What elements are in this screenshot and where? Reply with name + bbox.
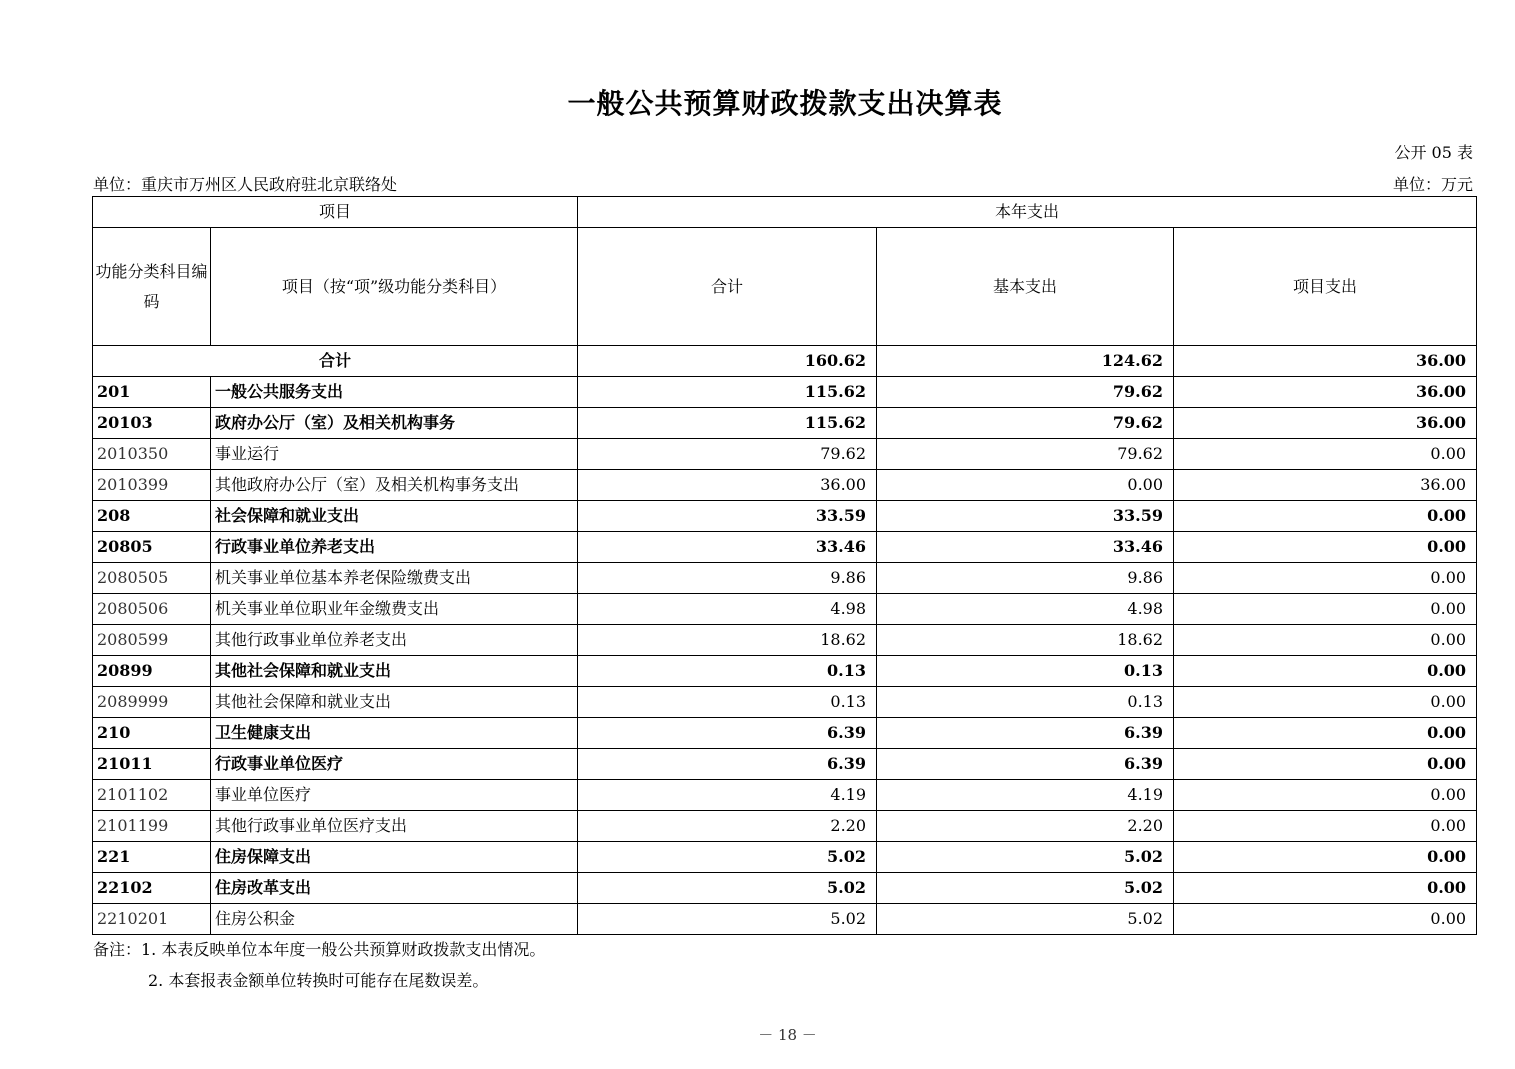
row-project: 0.00 <box>1174 873 1477 904</box>
table-row <box>93 656 1477 687</box>
header-item: 项目（按“项”级功能分类科目） <box>211 228 578 346</box>
row-project: 0.00 <box>1174 501 1477 532</box>
table-row <box>93 594 1477 625</box>
row-basic: 2.20 <box>877 811 1174 842</box>
organization-unit: 单位：重庆市万州区人民政府驻北京联络处 <box>93 175 398 194</box>
row-project: 0.00 <box>1174 904 1477 935</box>
row-total: 18.62 <box>578 625 877 656</box>
table-row <box>93 687 1477 718</box>
row-project: 36.00 <box>1174 377 1477 408</box>
row-project: 0.00 <box>1174 656 1477 687</box>
header-project: 项目 <box>93 197 578 228</box>
table-row <box>93 873 1477 904</box>
total-sum: 160.62 <box>578 346 877 377</box>
page-number: － 18 － <box>758 1026 817 1044</box>
row-basic: 4.98 <box>877 594 1174 625</box>
table-row <box>93 439 1477 470</box>
row-basic: 0.13 <box>877 656 1174 687</box>
row-code: 2101199 <box>93 811 211 842</box>
row-project: 0.00 <box>1174 811 1477 842</box>
table-row <box>93 842 1477 873</box>
row-basic: 4.19 <box>877 780 1174 811</box>
row-total: 9.86 <box>578 563 877 594</box>
row-basic: 18.62 <box>877 625 1174 656</box>
table-row <box>93 749 1477 780</box>
row-name: 一般公共服务支出 <box>211 377 578 408</box>
row-basic: 5.02 <box>877 904 1174 935</box>
row-total: 36.00 <box>578 470 877 501</box>
row-code: 20805 <box>93 532 211 563</box>
header-code: 功能分类科目编码 <box>93 228 211 346</box>
row-basic: 79.62 <box>877 439 1174 470</box>
total-basic: 124.62 <box>877 346 1174 377</box>
row-name: 其他政府办公厅（室）及相关机构事务支出 <box>211 470 578 501</box>
row-total: 33.46 <box>578 532 877 563</box>
header-basic: 基本支出 <box>877 228 1174 346</box>
row-code: 2101102 <box>93 780 211 811</box>
row-basic: 0.13 <box>877 687 1174 718</box>
header-project-expenditure: 项目支出 <box>1174 228 1477 346</box>
notes <box>93 934 545 996</box>
row-basic: 6.39 <box>877 718 1174 749</box>
row-basic: 79.62 <box>877 377 1174 408</box>
row-code: 20103 <box>93 408 211 439</box>
expenditure-table <box>92 196 1477 935</box>
row-total: 5.02 <box>578 904 877 935</box>
note-1: 备注：1. 本表反映单位本年度一般公共预算财政拨款支出情况。 <box>93 940 546 959</box>
header-row-1 <box>93 197 1477 228</box>
row-total: 115.62 <box>578 377 877 408</box>
row-code: 210 <box>93 718 211 749</box>
table-row <box>93 811 1477 842</box>
total-label: 合计 <box>93 346 578 377</box>
row-basic: 79.62 <box>877 408 1174 439</box>
table-row <box>93 377 1477 408</box>
table-row <box>93 780 1477 811</box>
table-row <box>93 501 1477 532</box>
header-current-year-expenditure: 本年支出 <box>578 197 1477 228</box>
row-basic: 33.46 <box>877 532 1174 563</box>
row-name: 其他行政事业单位医疗支出 <box>211 811 578 842</box>
row-basic: 5.02 <box>877 873 1174 904</box>
row-basic: 0.00 <box>877 470 1174 501</box>
row-total: 0.13 <box>578 687 877 718</box>
row-code: 2080599 <box>93 625 211 656</box>
row-project: 0.00 <box>1174 780 1477 811</box>
table-row <box>93 625 1477 656</box>
row-code: 2010350 <box>93 439 211 470</box>
page-title: 一般公共预算财政拨款支出决算表 <box>567 87 1003 120</box>
row-name: 事业单位医疗 <box>211 780 578 811</box>
table-row <box>93 904 1477 935</box>
row-project: 0.00 <box>1174 842 1477 873</box>
row-name: 其他社会保障和就业支出 <box>211 687 578 718</box>
row-total: 2.20 <box>578 811 877 842</box>
row-total: 5.02 <box>578 842 877 873</box>
row-basic: 6.39 <box>877 749 1174 780</box>
row-total: 0.13 <box>578 656 877 687</box>
row-code: 208 <box>93 501 211 532</box>
row-project: 0.00 <box>1174 563 1477 594</box>
row-code: 2010399 <box>93 470 211 501</box>
row-name: 政府办公厅（室）及相关机构事务 <box>211 408 578 439</box>
row-code: 201 <box>93 377 211 408</box>
row-code: 2080505 <box>93 563 211 594</box>
row-name: 机关事业单位职业年金缴费支出 <box>211 594 578 625</box>
form-number: 公开 05 表 <box>1394 143 1473 162</box>
row-total: 6.39 <box>578 749 877 780</box>
row-project: 0.00 <box>1174 532 1477 563</box>
row-project: 0.00 <box>1174 749 1477 780</box>
row-name: 其他社会保障和就业支出 <box>211 656 578 687</box>
row-code: 20899 <box>93 656 211 687</box>
row-basic: 33.59 <box>877 501 1174 532</box>
row-total: 4.98 <box>578 594 877 625</box>
row-basic: 9.86 <box>877 563 1174 594</box>
row-name: 行政事业单位医疗 <box>211 749 578 780</box>
row-name: 社会保障和就业支出 <box>211 501 578 532</box>
row-total: 79.62 <box>578 439 877 470</box>
row-total: 4.19 <box>578 780 877 811</box>
row-name: 事业运行 <box>211 439 578 470</box>
total-row <box>93 346 1477 377</box>
row-project: 0.00 <box>1174 625 1477 656</box>
row-name: 行政事业单位养老支出 <box>211 532 578 563</box>
row-project: 36.00 <box>1174 408 1477 439</box>
total-project: 36.00 <box>1174 346 1477 377</box>
row-code: 2080506 <box>93 594 211 625</box>
row-name: 住房改革支出 <box>211 873 578 904</box>
table-row <box>93 718 1477 749</box>
table-row <box>93 532 1477 563</box>
row-project: 0.00 <box>1174 594 1477 625</box>
table-row <box>93 563 1477 594</box>
note-2: 2. 本套报表金额单位转换时可能存在尾数误差。 <box>148 971 489 990</box>
row-project: 0.00 <box>1174 687 1477 718</box>
row-total: 33.59 <box>578 501 877 532</box>
row-total: 5.02 <box>578 873 877 904</box>
row-code: 2089999 <box>93 687 211 718</box>
currency-unit: 单位：万元 <box>1392 175 1473 194</box>
row-name: 住房公积金 <box>211 904 578 935</box>
row-name: 住房保障支出 <box>211 842 578 873</box>
row-name: 其他行政事业单位养老支出 <box>211 625 578 656</box>
row-name: 卫生健康支出 <box>211 718 578 749</box>
row-code: 2210201 <box>93 904 211 935</box>
header-total: 合计 <box>578 228 877 346</box>
row-code: 22102 <box>93 873 211 904</box>
row-project: 36.00 <box>1174 470 1477 501</box>
row-name: 机关事业单位基本养老保险缴费支出 <box>211 563 578 594</box>
row-total: 6.39 <box>578 718 877 749</box>
row-total: 115.62 <box>578 408 877 439</box>
row-code: 21011 <box>93 749 211 780</box>
header-row-2 <box>93 228 1477 346</box>
table-row <box>93 470 1477 501</box>
table-row <box>93 408 1477 439</box>
row-project: 0.00 <box>1174 718 1477 749</box>
row-code: 221 <box>93 842 211 873</box>
row-project: 0.00 <box>1174 439 1477 470</box>
row-basic: 5.02 <box>877 842 1174 873</box>
